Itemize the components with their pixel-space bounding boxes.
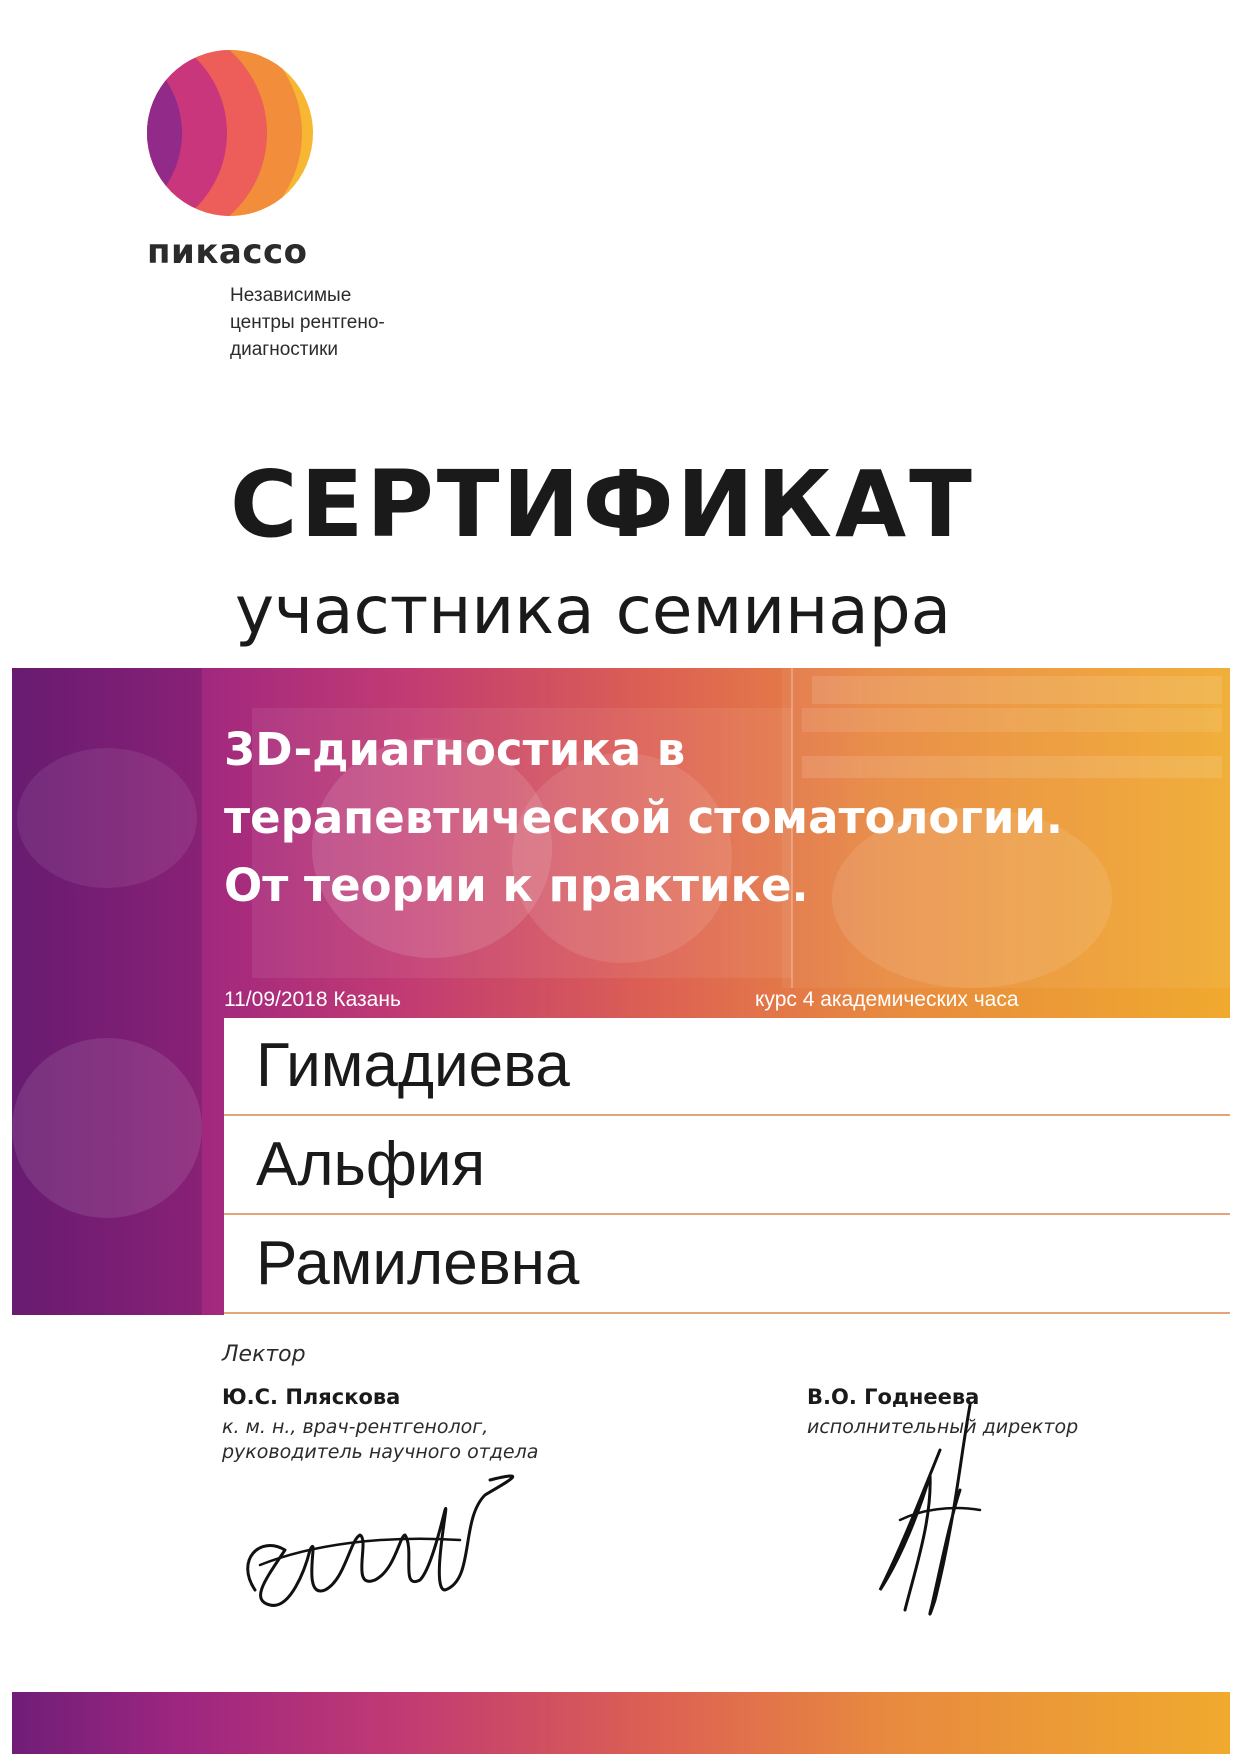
director-signature (860, 1400, 1000, 1630)
participant-name-row (224, 1018, 1230, 1116)
course-title (224, 716, 1224, 920)
participant-name-box (224, 1018, 1230, 1315)
footer-band (12, 1692, 1230, 1754)
director-name: В.О. Годнеева (807, 1385, 980, 1409)
lecturer-role-line: к. м. н., врач-рентгенолог, (222, 1416, 489, 1438)
participant-name-row (224, 1216, 1230, 1314)
logo-name: пикассо (147, 232, 308, 272)
lecturer-signature (230, 1440, 580, 1620)
certificate-subtitle: участника семинара (235, 572, 952, 649)
pikasso-logo-icon (147, 50, 313, 216)
logo-subtitle (230, 282, 385, 363)
lecturer-name: Ю.С. Пляскова (222, 1385, 401, 1409)
course-title-line: От теории к практике. (224, 859, 809, 912)
course-title-line: 3D-диагностика в (224, 723, 686, 776)
logo-subtitle-line: Независимые (230, 285, 352, 306)
director-role: исполнительный директор (807, 1416, 1079, 1438)
certificate-title: СЕРТИФИКАТ (230, 451, 975, 558)
course-date-place: 11/09/2018 Казань (224, 988, 401, 1011)
course-title-line: терапевтической стоматологии. (224, 791, 1063, 844)
course-hours: курс 4 академических часа (755, 988, 1019, 1011)
logo-subtitle-line: центры рентгено- (230, 312, 385, 333)
participant-surname: Гимадиева (256, 1031, 570, 1100)
logo-subtitle-line: диагностики (230, 339, 338, 360)
participant-patronymic: Рамилевна (256, 1229, 580, 1298)
participant-first-name: Альфия (256, 1130, 486, 1199)
lecturer-label: Лектор (222, 1342, 306, 1367)
participant-name-row (224, 1117, 1230, 1215)
lecturer-role-line: руководитель научного отдела (222, 1441, 539, 1463)
